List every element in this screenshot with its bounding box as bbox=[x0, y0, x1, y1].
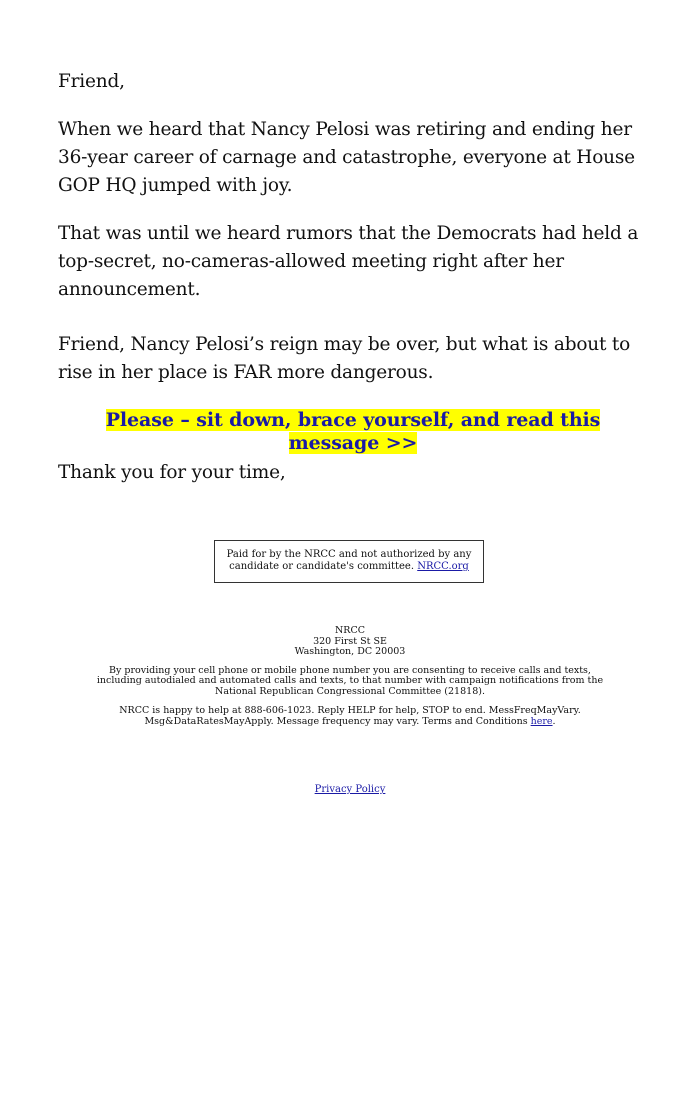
paid-for-disclaimer bbox=[214, 540, 484, 583]
org-name: NRCC bbox=[334, 625, 365, 636]
greeting: Friend, bbox=[58, 71, 125, 92]
footer bbox=[90, 626, 610, 736]
sms-consent-text: By providing your cell phone or mobile phone number you are consenting to receive calls and texts, including autodialed and automated calls and texts, to that number with campaign notifications from the National Republican Congressional Committee (21818). bbox=[96, 664, 604, 697]
body-paragraph-2: That was until we heard rumors that the Democrats had held a top-secret, no-cameras-allowed meeting right after her announcement. bbox=[58, 223, 639, 300]
street-address: 320 First St SE bbox=[313, 635, 387, 647]
city-address: Washington, DC 20003 bbox=[294, 646, 406, 657]
help-text-block bbox=[90, 706, 610, 727]
address-block bbox=[90, 626, 610, 658]
privacy-policy-link[interactable]: Privacy Policy bbox=[314, 784, 386, 795]
privacy-container bbox=[250, 784, 450, 796]
terms-suffix: . bbox=[552, 715, 556, 727]
help-text: NRCC is happy to help at 888-606-1023. Reply HELP for help, STOP to end. MessFreqMayVary. Msg&DataRatesMayApply. Message frequency may vary. Terms and Conditions bbox=[119, 705, 581, 727]
body-paragraph-3: Friend, Nancy Pelosi’s reign may be over, but what is about to rise in her place is FAR more dangerous. bbox=[58, 334, 631, 383]
email-body bbox=[58, 68, 648, 507]
terms-link[interactable]: here bbox=[530, 715, 553, 727]
closing: Thank you for your time, bbox=[58, 462, 286, 483]
nrcc-org-link[interactable]: NRCC.org bbox=[417, 561, 469, 572]
body-paragraph-1: When we heard that Nancy Pelosi was retiring and ending her 36-year career of carnage and catastrophe, everyone at House GOP HQ jumped with joy. bbox=[58, 119, 635, 196]
cta-container bbox=[58, 409, 648, 455]
disclaimer-text: Paid for by the NRCC and not authorized by any candidate or candidate's committee. bbox=[226, 549, 472, 572]
read-message-link[interactable]: Please – sit down, brace yourself, and read this message >> bbox=[105, 409, 601, 454]
